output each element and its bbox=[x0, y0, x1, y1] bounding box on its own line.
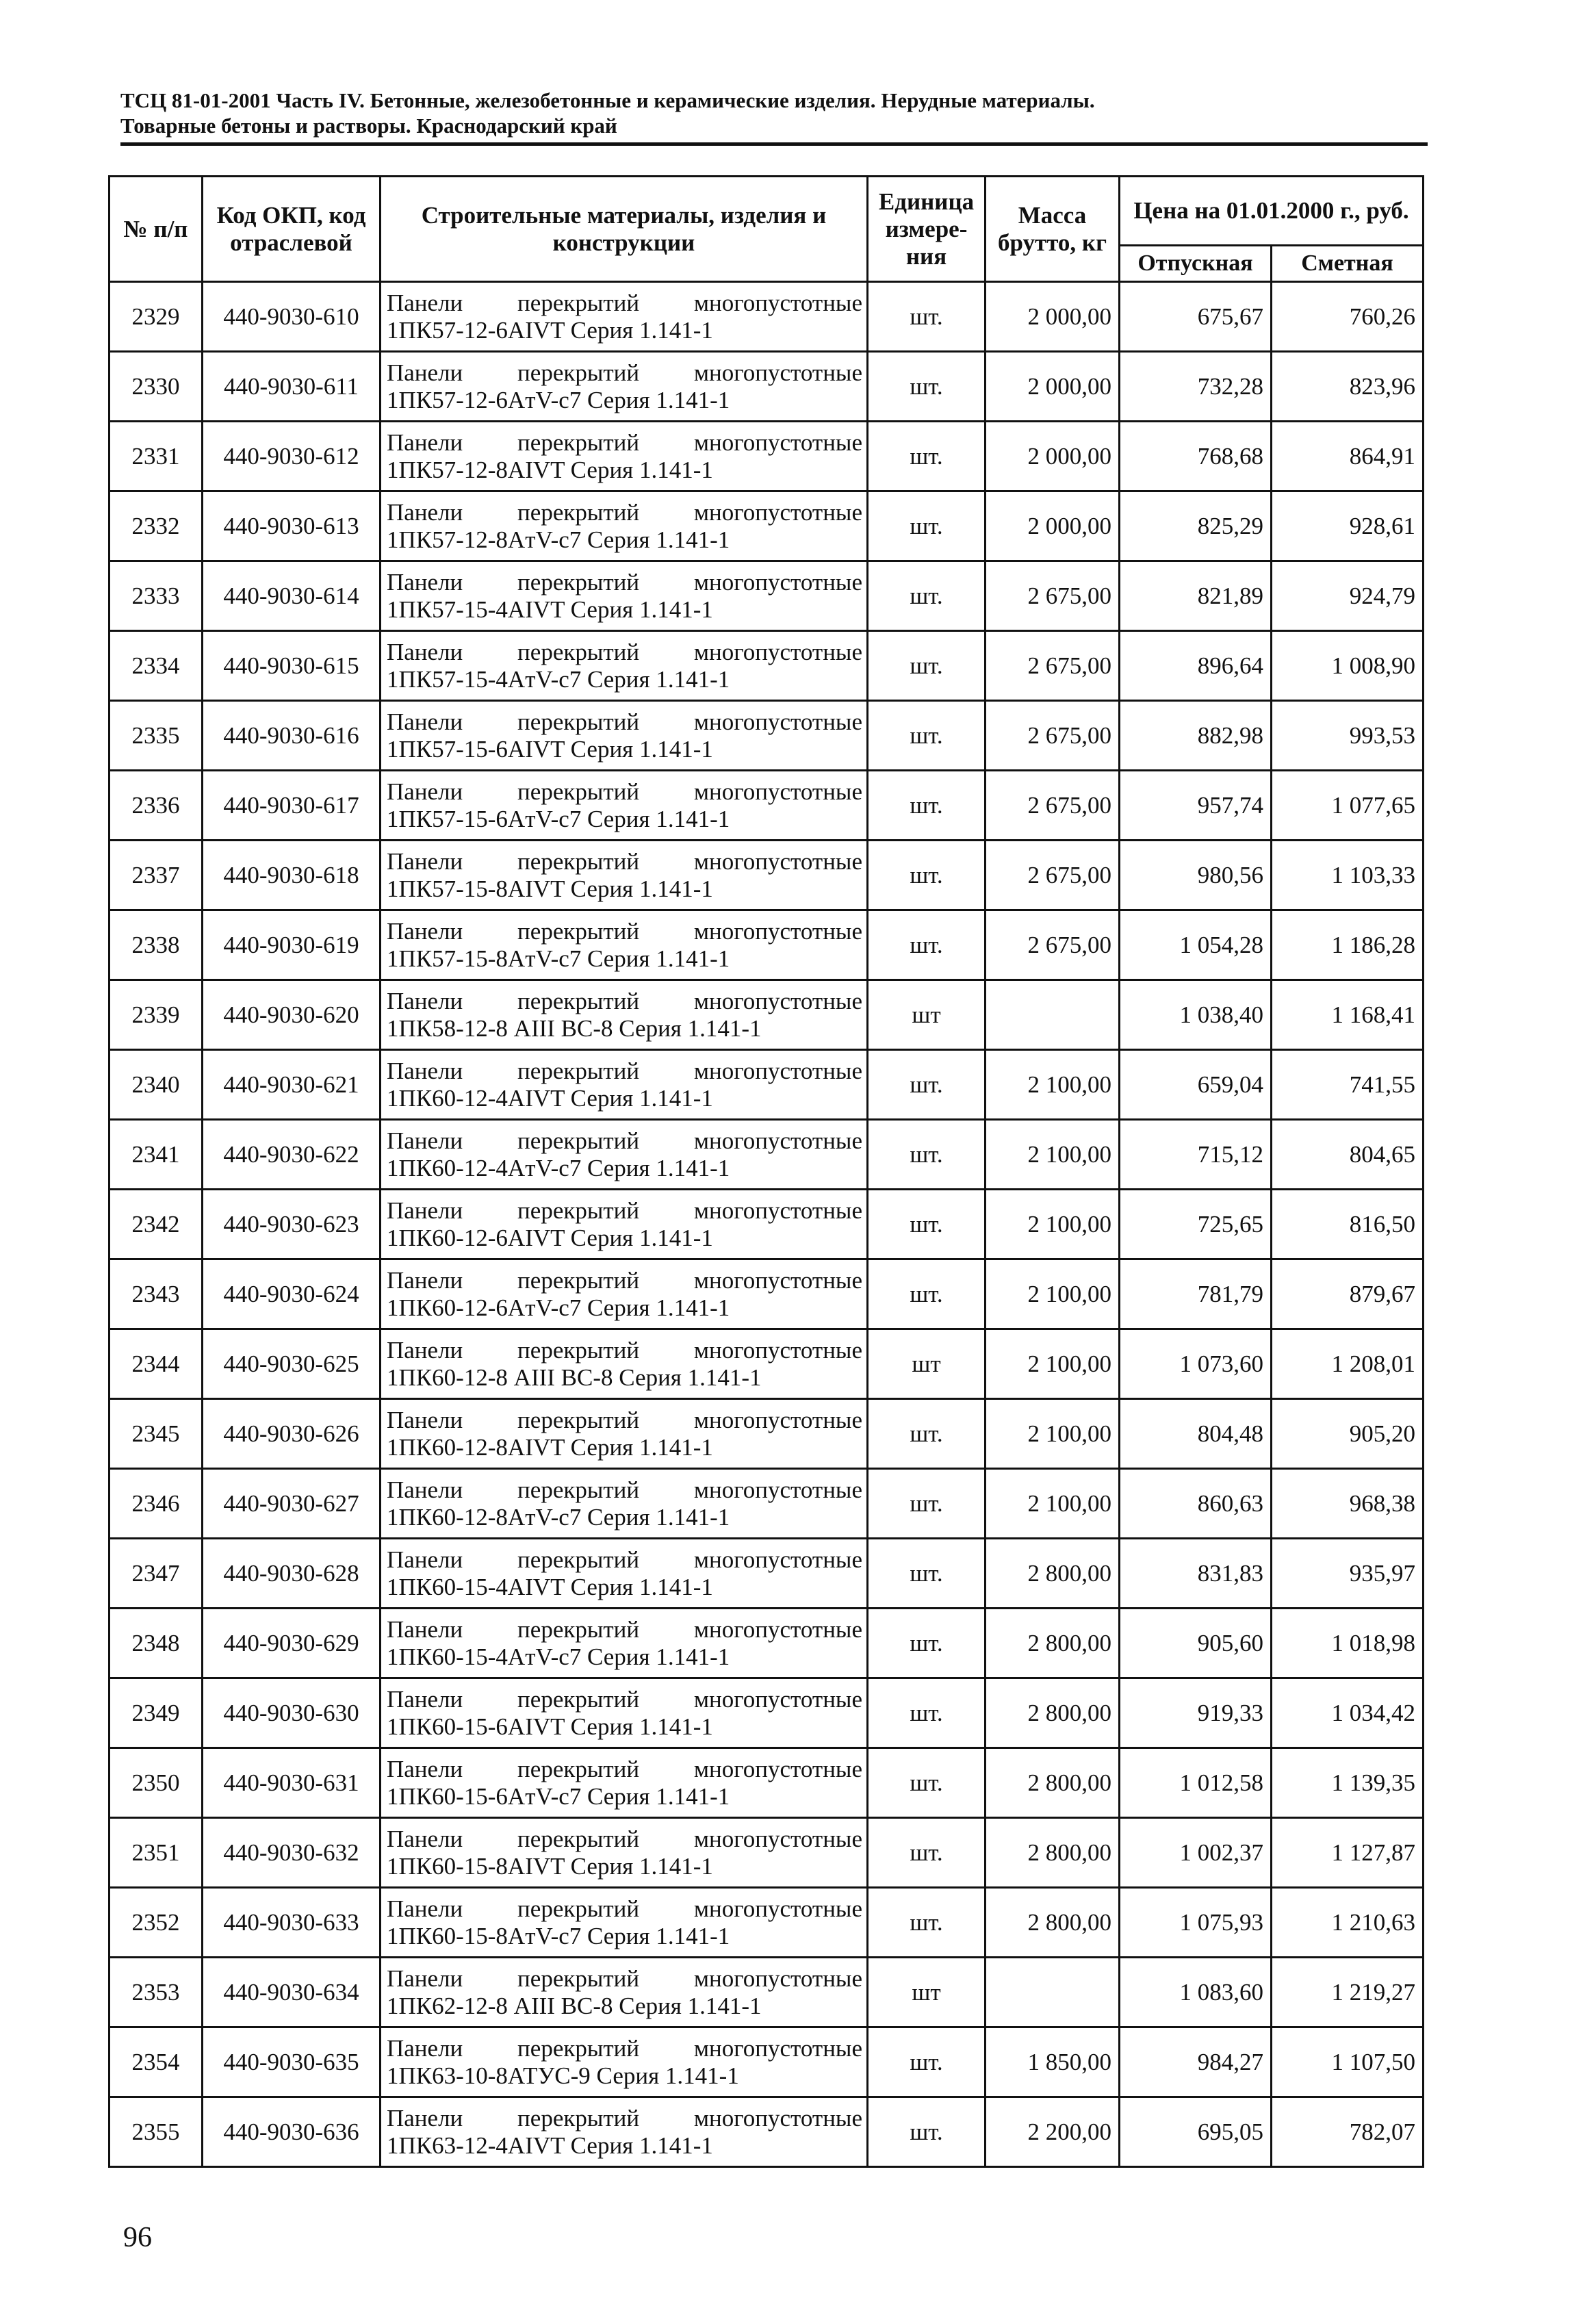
cell-mass: 2 675,00 bbox=[986, 771, 1120, 841]
item-name-line2: 1ПК60-15-6AIVT Серия 1.141-1 bbox=[387, 1713, 713, 1740]
cell-num: 2346 bbox=[110, 1469, 203, 1539]
cell-release-price: 804,48 bbox=[1120, 1399, 1272, 1469]
cell-code: 440-9030-617 bbox=[203, 771, 381, 841]
price-table bbox=[108, 175, 1424, 2168]
cell-code: 440-9030-626 bbox=[203, 1399, 381, 1469]
cell-release-price: 882,98 bbox=[1120, 701, 1272, 771]
cell-estimate-price: 968,38 bbox=[1272, 1469, 1424, 1539]
item-name-line1: Панели перекрытий многопустотные bbox=[387, 2104, 862, 2132]
cell-name bbox=[381, 2027, 868, 2097]
cell-release-price: 860,63 bbox=[1120, 1469, 1272, 1539]
cell-unit: шт. bbox=[868, 631, 986, 701]
cell-unit: шт. bbox=[868, 1609, 986, 1678]
col-header-unit: Единица измере-ния bbox=[868, 177, 986, 282]
cell-code: 440-9030-615 bbox=[203, 631, 381, 701]
cell-release-price: 1 012,58 bbox=[1120, 1748, 1272, 1818]
cell-code: 440-9030-614 bbox=[203, 561, 381, 631]
item-name-line2: 1ПК57-12-6AтV-с7 Серия 1.141-1 bbox=[387, 386, 730, 413]
table-row bbox=[110, 1120, 1424, 1190]
cell-code: 440-9030-631 bbox=[203, 1748, 381, 1818]
item-name-line2: 1ПК57-12-6AIVT Серия 1.141-1 bbox=[387, 316, 713, 344]
cell-unit: шт. bbox=[868, 1888, 986, 1958]
cell-estimate-price: 804,65 bbox=[1272, 1120, 1424, 1190]
cell-estimate-price: 1 127,87 bbox=[1272, 1818, 1424, 1888]
cell-mass: 2 675,00 bbox=[986, 631, 1120, 701]
cell-estimate-price: 924,79 bbox=[1272, 561, 1424, 631]
table-row bbox=[110, 1399, 1424, 1469]
cell-num: 2334 bbox=[110, 631, 203, 701]
cell-unit: шт. bbox=[868, 1120, 986, 1190]
item-name-line1: Панели перекрытий многопустотные bbox=[387, 2034, 862, 2062]
cell-code: 440-9030-627 bbox=[203, 1469, 381, 1539]
cell-unit: шт bbox=[868, 980, 986, 1050]
cell-unit: шт. bbox=[868, 282, 986, 352]
item-name-line1: Панели перекрытий многопустотные bbox=[387, 1964, 862, 1992]
table-row bbox=[110, 701, 1424, 771]
table-row bbox=[110, 771, 1424, 841]
cell-unit: шт bbox=[868, 1329, 986, 1399]
item-name-line1: Панели перекрытий многопустотные bbox=[387, 428, 862, 456]
item-name-line1: Панели перекрытий многопустотные bbox=[387, 1546, 862, 1573]
cell-unit: шт. bbox=[868, 2097, 986, 2167]
cell-mass: 2 100,00 bbox=[986, 1469, 1120, 1539]
item-name-line2: 1ПК62-12-8 AIII ВС-8 Серия 1.141-1 bbox=[387, 1992, 762, 2019]
item-name-line2: 1ПК60-12-6AтV-с7 Серия 1.141-1 bbox=[387, 1294, 730, 1321]
cell-code: 440-9030-621 bbox=[203, 1050, 381, 1120]
cell-unit: шт. bbox=[868, 1748, 986, 1818]
cell-num: 2332 bbox=[110, 491, 203, 561]
cell-unit: шт. bbox=[868, 561, 986, 631]
col-header-release: Отпускная bbox=[1120, 246, 1272, 282]
item-name-line1: Панели перекрытий многопустотные bbox=[387, 359, 862, 386]
cell-code: 440-9030-622 bbox=[203, 1120, 381, 1190]
cell-estimate-price: 1 208,01 bbox=[1272, 1329, 1424, 1399]
cell-estimate-price: 782,07 bbox=[1272, 2097, 1424, 2167]
item-name-line2: 1ПК60-15-8AIVT Серия 1.141-1 bbox=[387, 1852, 713, 1880]
cell-release-price: 831,83 bbox=[1120, 1539, 1272, 1609]
item-name-line2: 1ПК57-15-4AтV-с7 Серия 1.141-1 bbox=[387, 665, 730, 693]
cell-unit: шт. bbox=[868, 1539, 986, 1609]
cell-num: 2345 bbox=[110, 1399, 203, 1469]
cell-estimate-price: 1 186,28 bbox=[1272, 910, 1424, 980]
cell-num: 2338 bbox=[110, 910, 203, 980]
cell-release-price: 1 054,28 bbox=[1120, 910, 1272, 980]
cell-code: 440-9030-625 bbox=[203, 1329, 381, 1399]
cell-unit: шт bbox=[868, 1958, 986, 2027]
document-header bbox=[120, 88, 1428, 138]
cell-unit: шт. bbox=[868, 1818, 986, 1888]
table-row bbox=[110, 1958, 1424, 2027]
item-name-line2: 1ПК57-12-8AтV-с7 Серия 1.141-1 bbox=[387, 526, 730, 553]
item-name-line1: Панели перекрытий многопустотные bbox=[387, 289, 862, 316]
cell-unit: шт. bbox=[868, 2027, 986, 2097]
table-row bbox=[110, 910, 1424, 980]
cell-mass: 2 675,00 bbox=[986, 701, 1120, 771]
header-subtitle: Товарные бетоны и растворы. Краснодарский край bbox=[120, 114, 617, 138]
cell-mass: 2 000,00 bbox=[986, 422, 1120, 491]
cell-name bbox=[381, 1120, 868, 1190]
cell-name bbox=[381, 561, 868, 631]
cell-num: 2331 bbox=[110, 422, 203, 491]
cell-code: 440-9030-618 bbox=[203, 841, 381, 910]
table-row bbox=[110, 980, 1424, 1050]
cell-code: 440-9030-632 bbox=[203, 1818, 381, 1888]
cell-code: 440-9030-612 bbox=[203, 422, 381, 491]
cell-name bbox=[381, 980, 868, 1050]
cell-release-price: 768,68 bbox=[1120, 422, 1272, 491]
table-row bbox=[110, 282, 1424, 352]
item-name-line2: 1ПК60-15-4AIVT Серия 1.141-1 bbox=[387, 1573, 713, 1600]
cell-mass: 2 800,00 bbox=[986, 1748, 1120, 1818]
item-name-line2: 1ПК57-15-6AIVT Серия 1.141-1 bbox=[387, 735, 713, 763]
item-name-line2: 1ПК60-15-8AтV-с7 Серия 1.141-1 bbox=[387, 1922, 730, 1949]
cell-mass: 2 800,00 bbox=[986, 1678, 1120, 1748]
cell-release-price: 695,05 bbox=[1120, 2097, 1272, 2167]
cell-num: 2337 bbox=[110, 841, 203, 910]
item-name-line1: Панели перекрытий многопустотные bbox=[387, 1127, 862, 1154]
cell-unit: шт. bbox=[868, 1190, 986, 1259]
table-row bbox=[110, 491, 1424, 561]
item-name-line1: Панели перекрытий многопустотные bbox=[387, 987, 862, 1014]
item-name-line1: Панели перекрытий многопустотные bbox=[387, 917, 862, 945]
cell-estimate-price: 935,97 bbox=[1272, 1539, 1424, 1609]
cell-num: 2342 bbox=[110, 1190, 203, 1259]
cell-release-price: 781,79 bbox=[1120, 1259, 1272, 1329]
table-row bbox=[110, 1888, 1424, 1958]
cell-num: 2340 bbox=[110, 1050, 203, 1120]
cell-release-price: 957,74 bbox=[1120, 771, 1272, 841]
cell-estimate-price: 879,67 bbox=[1272, 1259, 1424, 1329]
table-row bbox=[110, 1748, 1424, 1818]
cell-num: 2349 bbox=[110, 1678, 203, 1748]
cell-release-price: 821,89 bbox=[1120, 561, 1272, 631]
table-row bbox=[110, 1678, 1424, 1748]
cell-release-price: 1 075,93 bbox=[1120, 1888, 1272, 1958]
table-row bbox=[110, 2097, 1424, 2167]
cell-code: 440-9030-624 bbox=[203, 1259, 381, 1329]
table-row bbox=[110, 841, 1424, 910]
item-name-line2: 1ПК57-15-6AтV-с7 Серия 1.141-1 bbox=[387, 805, 730, 832]
cell-code: 440-9030-628 bbox=[203, 1539, 381, 1609]
table-body bbox=[110, 282, 1424, 2167]
cell-mass: 2 800,00 bbox=[986, 1818, 1120, 1888]
cell-release-price: 659,04 bbox=[1120, 1050, 1272, 1120]
cell-num: 2347 bbox=[110, 1539, 203, 1609]
cell-release-price: 984,27 bbox=[1120, 2027, 1272, 2097]
item-name-line1: Панели перекрытий многопустотные bbox=[387, 1895, 862, 1922]
cell-code: 440-9030-635 bbox=[203, 2027, 381, 2097]
cell-unit: шт. bbox=[868, 771, 986, 841]
item-name-line1: Панели перекрытий многопустотные bbox=[387, 1755, 862, 1782]
table-row bbox=[110, 422, 1424, 491]
cell-code: 440-9030-610 bbox=[203, 282, 381, 352]
col-header-mass: Масса брутто, кг bbox=[986, 177, 1120, 282]
cell-mass: 2 100,00 bbox=[986, 1399, 1120, 1469]
cell-unit: шт. bbox=[868, 1678, 986, 1748]
cell-mass: 2 800,00 bbox=[986, 1888, 1120, 1958]
cell-name bbox=[381, 422, 868, 491]
cell-estimate-price: 1 210,63 bbox=[1272, 1888, 1424, 1958]
cell-unit: шт. bbox=[868, 841, 986, 910]
item-name-line2: 1ПК58-12-8 AIII ВС-8 Серия 1.141-1 bbox=[387, 1014, 762, 1042]
cell-unit: шт. bbox=[868, 1469, 986, 1539]
cell-code: 440-9030-623 bbox=[203, 1190, 381, 1259]
cell-num: 2355 bbox=[110, 2097, 203, 2167]
cell-code: 440-9030-611 bbox=[203, 352, 381, 422]
cell-name bbox=[381, 910, 868, 980]
item-name-line1: Панели перекрытий многопустотные bbox=[387, 1266, 862, 1294]
cell-estimate-price: 1 107,50 bbox=[1272, 2027, 1424, 2097]
item-name-line1: Панели перекрытий многопустотные bbox=[387, 1615, 862, 1643]
item-name-line2: 1ПК57-12-8AIVT Серия 1.141-1 bbox=[387, 456, 713, 483]
cell-name bbox=[381, 1888, 868, 1958]
item-name-line1: Панели перекрытий многопустотные bbox=[387, 638, 862, 665]
table-row bbox=[110, 2027, 1424, 2097]
cell-code: 440-9030-634 bbox=[203, 1958, 381, 2027]
cell-unit: шт. bbox=[868, 1050, 986, 1120]
table-row bbox=[110, 561, 1424, 631]
cell-mass bbox=[986, 1958, 1120, 2027]
cell-num: 2344 bbox=[110, 1329, 203, 1399]
cell-unit: шт. bbox=[868, 1399, 986, 1469]
item-name-line2: 1ПК63-12-4AIVT Серия 1.141-1 bbox=[387, 2132, 713, 2159]
item-name-line2: 1ПК57-15-8AIVT Серия 1.141-1 bbox=[387, 875, 713, 902]
col-header-name: Строительные материалы, изделия и конструкции bbox=[381, 177, 868, 282]
item-name-line2: 1ПК60-12-8AтV-с7 Серия 1.141-1 bbox=[387, 1503, 730, 1531]
cell-release-price: 1 073,60 bbox=[1120, 1329, 1272, 1399]
cell-mass: 2 200,00 bbox=[986, 2097, 1120, 2167]
table-row bbox=[110, 1329, 1424, 1399]
cell-name bbox=[381, 631, 868, 701]
cell-code: 440-9030-630 bbox=[203, 1678, 381, 1748]
cell-mass: 2 800,00 bbox=[986, 1609, 1120, 1678]
cell-release-price: 725,65 bbox=[1120, 1190, 1272, 1259]
table-row bbox=[110, 1609, 1424, 1678]
col-header-estimate: Сметная bbox=[1272, 246, 1424, 282]
col-header-num: № п/п bbox=[110, 177, 203, 282]
cell-name bbox=[381, 1469, 868, 1539]
cell-num: 2354 bbox=[110, 2027, 203, 2097]
cell-name bbox=[381, 1259, 868, 1329]
cell-mass: 2 000,00 bbox=[986, 282, 1120, 352]
item-name-line2: 1ПК60-15-6AтV-с7 Серия 1.141-1 bbox=[387, 1782, 730, 1810]
header-title: ТСЦ 81-01-2001 Часть IV. Бетонные, железобетонные и керамические изделия. Нерудные материалы. bbox=[120, 88, 1095, 112]
cell-mass: 2 100,00 bbox=[986, 1050, 1120, 1120]
cell-unit: шт. bbox=[868, 491, 986, 561]
item-name-line1: Панели перекрытий многопустотные bbox=[387, 1825, 862, 1852]
cell-release-price: 919,33 bbox=[1120, 1678, 1272, 1748]
cell-num: 2353 bbox=[110, 1958, 203, 2027]
table-row bbox=[110, 1818, 1424, 1888]
item-name-line2: 1ПК63-10-8АТУС-9 Серия 1.141-1 bbox=[387, 2062, 739, 2089]
cell-release-price: 825,29 bbox=[1120, 491, 1272, 561]
item-name-line1: Панели перекрытий многопустотные bbox=[387, 1336, 862, 1364]
item-name-line2: 1ПК57-15-4AIVT Серия 1.141-1 bbox=[387, 596, 713, 623]
table-row bbox=[110, 1259, 1424, 1329]
cell-name bbox=[381, 2097, 868, 2167]
cell-estimate-price: 823,96 bbox=[1272, 352, 1424, 422]
cell-mass: 2 000,00 bbox=[986, 352, 1120, 422]
cell-name bbox=[381, 1190, 868, 1259]
table-row bbox=[110, 631, 1424, 701]
cell-code: 440-9030-633 bbox=[203, 1888, 381, 1958]
cell-estimate-price: 741,55 bbox=[1272, 1050, 1424, 1120]
cell-mass: 2 675,00 bbox=[986, 561, 1120, 631]
cell-estimate-price: 905,20 bbox=[1272, 1399, 1424, 1469]
cell-estimate-price: 1 103,33 bbox=[1272, 841, 1424, 910]
item-name-line1: Панели перекрытий многопустотные bbox=[387, 847, 862, 875]
cell-estimate-price: 1 139,35 bbox=[1272, 1748, 1424, 1818]
cell-num: 2336 bbox=[110, 771, 203, 841]
table-row bbox=[110, 352, 1424, 422]
cell-release-price: 980,56 bbox=[1120, 841, 1272, 910]
cell-estimate-price: 1 077,65 bbox=[1272, 771, 1424, 841]
item-name-line1: Панели перекрытий многопустотные bbox=[387, 1476, 862, 1503]
cell-unit: шт. bbox=[868, 352, 986, 422]
cell-name bbox=[381, 1818, 868, 1888]
cell-release-price: 905,60 bbox=[1120, 1609, 1272, 1678]
table-row bbox=[110, 1190, 1424, 1259]
cell-release-price: 675,67 bbox=[1120, 282, 1272, 352]
cell-num: 2335 bbox=[110, 701, 203, 771]
cell-mass: 2 100,00 bbox=[986, 1120, 1120, 1190]
cell-estimate-price: 760,26 bbox=[1272, 282, 1424, 352]
cell-unit: шт. bbox=[868, 910, 986, 980]
cell-mass: 1 850,00 bbox=[986, 2027, 1120, 2097]
cell-release-price: 1 038,40 bbox=[1120, 980, 1272, 1050]
item-name-line1: Панели перекрытий многопустотные bbox=[387, 778, 862, 805]
cell-code: 440-9030-616 bbox=[203, 701, 381, 771]
table-row bbox=[110, 1539, 1424, 1609]
cell-num: 2329 bbox=[110, 282, 203, 352]
cell-release-price: 715,12 bbox=[1120, 1120, 1272, 1190]
cell-code: 440-9030-619 bbox=[203, 910, 381, 980]
item-name-line1: Панели перекрытий многопустотные bbox=[387, 568, 862, 596]
cell-estimate-price: 1 168,41 bbox=[1272, 980, 1424, 1050]
cell-num: 2330 bbox=[110, 352, 203, 422]
cell-estimate-price: 864,91 bbox=[1272, 422, 1424, 491]
item-name-line2: 1ПК60-12-8 AIII ВС-8 Серия 1.141-1 bbox=[387, 1364, 762, 1391]
item-name-line1: Панели перекрытий многопустотные bbox=[387, 498, 862, 526]
cell-num: 2343 bbox=[110, 1259, 203, 1329]
cell-mass: 2 675,00 bbox=[986, 910, 1120, 980]
cell-name bbox=[381, 491, 868, 561]
cell-unit: шт. bbox=[868, 1259, 986, 1329]
cell-estimate-price: 1 219,27 bbox=[1272, 1958, 1424, 2027]
cell-name bbox=[381, 352, 868, 422]
cell-name bbox=[381, 841, 868, 910]
cell-mass: 2 800,00 bbox=[986, 1539, 1120, 1609]
cell-name bbox=[381, 1678, 868, 1748]
cell-num: 2348 bbox=[110, 1609, 203, 1678]
cell-code: 440-9030-636 bbox=[203, 2097, 381, 2167]
cell-mass: 2 100,00 bbox=[986, 1259, 1120, 1329]
item-name-line1: Панели перекрытий многопустотные bbox=[387, 1685, 862, 1713]
cell-code: 440-9030-613 bbox=[203, 491, 381, 561]
item-name-line2: 1ПК57-15-8AтV-с7 Серия 1.141-1 bbox=[387, 945, 730, 972]
cell-mass: 2 100,00 bbox=[986, 1190, 1120, 1259]
col-header-price: Цена на 01.01.2000 г., руб. bbox=[1120, 177, 1424, 246]
item-name-line1: Панели перекрытий многопустотные bbox=[387, 708, 862, 735]
cell-num: 2333 bbox=[110, 561, 203, 631]
cell-estimate-price: 1 034,42 bbox=[1272, 1678, 1424, 1748]
page-number: 96 bbox=[123, 2222, 152, 2253]
cell-estimate-price: 928,61 bbox=[1272, 491, 1424, 561]
cell-mass: 2 675,00 bbox=[986, 841, 1120, 910]
cell-num: 2350 bbox=[110, 1748, 203, 1818]
item-name-line2: 1ПК60-12-8AIVT Серия 1.141-1 bbox=[387, 1433, 713, 1461]
cell-unit: шт. bbox=[868, 701, 986, 771]
cell-name bbox=[381, 701, 868, 771]
cell-mass bbox=[986, 980, 1120, 1050]
item-name-line2: 1ПК60-12-6AIVT Серия 1.141-1 bbox=[387, 1224, 713, 1251]
cell-name bbox=[381, 1050, 868, 1120]
cell-num: 2352 bbox=[110, 1888, 203, 1958]
table-row bbox=[110, 1050, 1424, 1120]
item-name-line2: 1ПК60-12-4AтV-с7 Серия 1.141-1 bbox=[387, 1154, 730, 1181]
cell-name bbox=[381, 1399, 868, 1469]
cell-release-price: 732,28 bbox=[1120, 352, 1272, 422]
item-name-line1: Панели перекрытий многопустотные bbox=[387, 1406, 862, 1433]
table-row bbox=[110, 1469, 1424, 1539]
cell-name bbox=[381, 1748, 868, 1818]
cell-code: 440-9030-620 bbox=[203, 980, 381, 1050]
cell-name bbox=[381, 1329, 868, 1399]
col-header-code: Код ОКП, код отраслевой bbox=[203, 177, 381, 282]
cell-unit: шт. bbox=[868, 422, 986, 491]
header-rule bbox=[120, 142, 1428, 146]
cell-release-price: 896,64 bbox=[1120, 631, 1272, 701]
item-name-line2: 1ПК60-12-4AIVT Серия 1.141-1 bbox=[387, 1084, 713, 1112]
cell-name bbox=[381, 1609, 868, 1678]
cell-name bbox=[381, 1539, 868, 1609]
cell-code: 440-9030-629 bbox=[203, 1609, 381, 1678]
cell-name bbox=[381, 771, 868, 841]
cell-num: 2341 bbox=[110, 1120, 203, 1190]
cell-estimate-price: 993,53 bbox=[1272, 701, 1424, 771]
cell-release-price: 1 083,60 bbox=[1120, 1958, 1272, 2027]
cell-estimate-price: 1 018,98 bbox=[1272, 1609, 1424, 1678]
cell-estimate-price: 816,50 bbox=[1272, 1190, 1424, 1259]
cell-name bbox=[381, 1958, 868, 2027]
cell-mass: 2 000,00 bbox=[986, 491, 1120, 561]
cell-num: 2351 bbox=[110, 1818, 203, 1888]
cell-release-price: 1 002,37 bbox=[1120, 1818, 1272, 1888]
item-name-line2: 1ПК60-15-4AтV-с7 Серия 1.141-1 bbox=[387, 1643, 730, 1670]
cell-mass: 2 100,00 bbox=[986, 1329, 1120, 1399]
item-name-line1: Панели перекрытий многопустотные bbox=[387, 1196, 862, 1224]
item-name-line1: Панели перекрытий многопустотные bbox=[387, 1057, 862, 1084]
cell-num: 2339 bbox=[110, 980, 203, 1050]
cell-name bbox=[381, 282, 868, 352]
cell-estimate-price: 1 008,90 bbox=[1272, 631, 1424, 701]
